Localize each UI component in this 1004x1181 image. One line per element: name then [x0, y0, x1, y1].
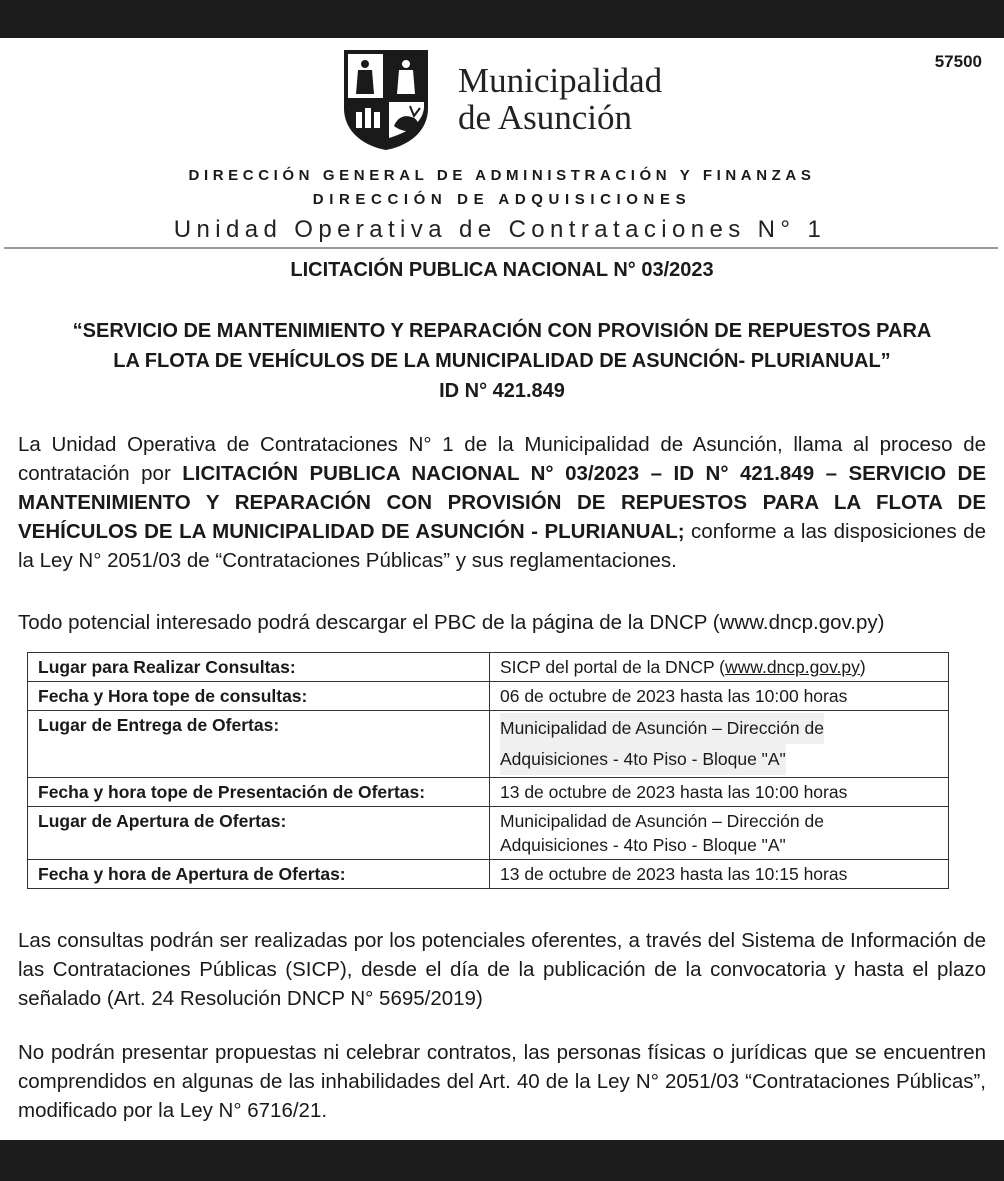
- row-label: Fecha y hora de Apertura de Ofertas:: [28, 860, 490, 889]
- value-text: ): [859, 657, 866, 677]
- row-value: 13 de octubre de 2023 hasta las 10:15 horas: [490, 860, 949, 889]
- table-row: [28, 653, 949, 682]
- table-row: [28, 711, 949, 778]
- table-row: [28, 860, 949, 889]
- download-note: Todo potencial interesado podrá descargar el PBC de la página de la DNCP (www.dncp.gov.py): [18, 611, 885, 634]
- row-label: Lugar de Entrega de Ofertas:: [28, 711, 490, 778]
- row-label: Lugar de Apertura de Ofertas:: [28, 807, 490, 860]
- operating-unit: Unidad Operativa de Contrataciones N° 1: [173, 216, 827, 243]
- subject-id: ID N° 421.849: [439, 380, 565, 402]
- row-label: Fecha y Hora tope de consultas:: [28, 682, 490, 711]
- tender-title: LICITACIÓN PUBLICA NACIONAL N° 03/2023: [290, 259, 714, 281]
- tender-subject: [0, 316, 1004, 406]
- organization-line-2: de Asunción: [458, 98, 633, 137]
- subject-line-1: “SERVICIO DE MANTENIMIENTO Y REPARACIÓN CON PROVISIÓN DE REPUESTOS PARA: [72, 320, 932, 342]
- value-line: Municipalidad de Asunción – Dirección de: [500, 713, 824, 744]
- directorate-general: DIRECCIÓN GENERAL DE ADMINISTRACIÓN Y FINANZAS: [188, 167, 816, 184]
- row-value: 13 de octubre de 2023 hasta las 10:00 horas: [490, 778, 949, 807]
- coat-of-arms-logo: [336, 46, 436, 152]
- organization-name: [458, 62, 662, 136]
- directorate-acquisitions: DIRECCIÓN DE ADQUISICIONES: [312, 191, 692, 208]
- restriction-paragraph: No podrán presentar propuestas ni celebrar contratos, las personas físicas o jurídicas que se encuentren comprendidos en algunas de las inhabilidades del Art. 40 de la Ley N° 2051/03 “Contrataciones Públicas”, modificado por la Ley N° 6716/21.: [18, 1041, 986, 1122]
- intro-paragraph: [18, 430, 986, 575]
- organization-line-1: Municipalidad: [458, 61, 663, 100]
- bottom-black-bar: [0, 1140, 1004, 1181]
- row-value: 06 de octubre de 2023 hasta las 10:00 horas: [490, 682, 949, 711]
- intro-text-bold: LICITACIÓN PUBLICA NACIONAL N° 03/2023 – ID N° 421.849 – SERVICIO DE MANTENIMIENTO Y REPARACIÓN CON PROVISIÓN DE REPUESTOS PARA LA FLOTA DE VEHÍCULOS DE LA MUNICIPALIDAD DE ASUNCIÓN - PLURIANUAL;: [18, 462, 986, 543]
- table-row: [28, 778, 949, 807]
- row-value: [490, 807, 949, 860]
- top-black-bar: [0, 0, 1004, 38]
- ad-number: 57500: [934, 52, 982, 71]
- info-table: [27, 652, 949, 889]
- row-value: [490, 653, 949, 682]
- value-line: Municipalidad de Asunción – Dirección de: [500, 811, 824, 831]
- subject-line-2: LA FLOTA DE VEHÍCULOS DE LA MUNICIPALIDAD DE ASUNCIÓN- PLURIANUAL”: [113, 350, 891, 372]
- header-divider: [4, 247, 998, 249]
- consultas-paragraph: Las consultas podrán ser realizadas por los potenciales oferentes, a través del Sistema de Información de las Contrataciones Públicas (SICP), desde el día de la publicación de la convocatoria y hasta el plazo señalado (Art. 24 Resolución DNCP N° 5695/2019): [18, 929, 986, 1010]
- value-line: Adquisiciones - 4to Piso - Bloque "A": [500, 744, 786, 775]
- table-row: [28, 682, 949, 711]
- dncp-link[interactable]: www.dncp.gov.py: [725, 657, 860, 677]
- value-line: Adquisiciones - 4to Piso - Bloque "A": [500, 835, 786, 855]
- value-text: SICP del portal de la DNCP (: [500, 657, 726, 677]
- row-value: [490, 711, 949, 778]
- row-label: Lugar para Realizar Consultas:: [28, 653, 490, 682]
- intro-text-end: conforme a las disposiciones de la Ley N° 2051/03 de “Contrataciones Públicas” y sus reglamentaciones.: [18, 520, 986, 572]
- row-label: Fecha y hora tope de Presentación de Ofertas:: [28, 778, 490, 807]
- intro-text-start: La Unidad Operativa de Contrataciones N° 1 de la Municipalidad de Asunción, llama al proceso de contratación por: [18, 433, 986, 485]
- table-row: [28, 807, 949, 860]
